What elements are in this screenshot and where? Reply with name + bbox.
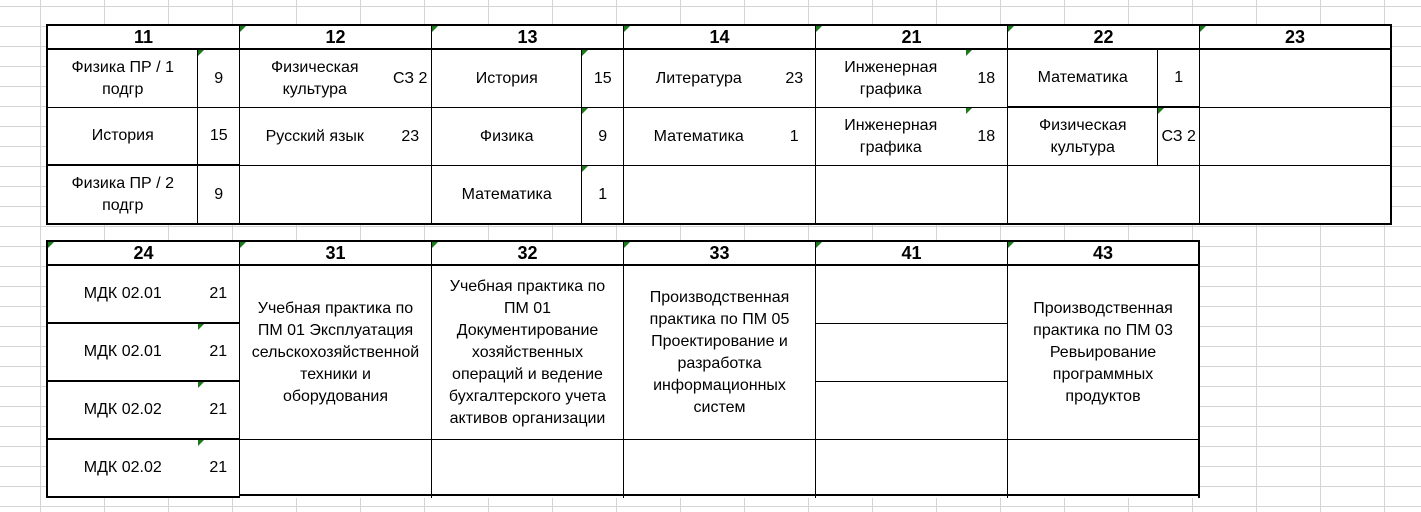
comment-marker-icon bbox=[624, 26, 630, 32]
practice-cell[interactable]: Учебная практика по ПМ 01 Документирование хозяйственных операций и ведение бухгалтерского учета активов организации bbox=[432, 266, 623, 440]
group-column-41 bbox=[816, 240, 1008, 498]
lesson-row[interactable] bbox=[48, 266, 239, 324]
empty-cell[interactable] bbox=[432, 440, 623, 496]
schedule-block-bottom bbox=[46, 240, 1200, 498]
subject-cell[interactable]: Физика ПР / 1 подгр bbox=[71, 58, 174, 98]
lesson-row[interactable] bbox=[48, 324, 239, 382]
comment-marker-icon bbox=[1008, 242, 1014, 248]
empty-cell[interactable] bbox=[624, 440, 815, 496]
lesson-row[interactable] bbox=[1200, 50, 1390, 108]
empty-cell[interactable] bbox=[816, 440, 1007, 496]
lesson-row[interactable] bbox=[816, 108, 1007, 166]
lesson-row[interactable] bbox=[48, 166, 239, 225]
subject-cell[interactable]: Инженерная графика bbox=[844, 58, 938, 98]
room-cell[interactable]: 18 bbox=[966, 50, 1008, 107]
comment-marker-icon bbox=[198, 440, 204, 446]
group-header[interactable]: 31 bbox=[240, 240, 431, 266]
subject-cell[interactable] bbox=[1200, 50, 1358, 107]
group-header[interactable]: 43 bbox=[1008, 240, 1198, 266]
room-cell[interactable]: СЗ 2 bbox=[1157, 108, 1199, 165]
subject-cell[interactable]: Физическая культура bbox=[1038, 116, 1127, 156]
lesson-row[interactable] bbox=[48, 50, 239, 108]
group-column-12 bbox=[240, 24, 432, 225]
subject-cell[interactable]: Математика bbox=[1037, 69, 1128, 86]
lesson-row[interactable] bbox=[432, 50, 623, 108]
group-header[interactable]: 14 bbox=[624, 24, 815, 50]
comment-marker-icon bbox=[966, 50, 972, 56]
group-column-43 bbox=[1008, 240, 1200, 498]
room-cell[interactable]: 21 bbox=[198, 382, 240, 438]
room-cell[interactable] bbox=[774, 166, 816, 223]
subject-cell[interactable] bbox=[240, 166, 390, 223]
subject-cell[interactable]: Физика ПР / 2 подгр bbox=[71, 174, 174, 214]
group-column-11 bbox=[46, 24, 240, 225]
group-header[interactable]: 13 bbox=[432, 24, 623, 50]
comment-marker-icon bbox=[198, 382, 204, 388]
subject-cell[interactable] bbox=[1200, 108, 1358, 165]
lesson-row[interactable] bbox=[624, 108, 815, 166]
group-column-33 bbox=[624, 240, 816, 498]
comment-marker-icon bbox=[582, 166, 588, 172]
empty-cell[interactable] bbox=[240, 440, 431, 496]
lesson-row[interactable] bbox=[1200, 166, 1390, 225]
comment-marker-icon bbox=[432, 242, 438, 248]
room-cell[interactable]: 9 bbox=[581, 108, 623, 165]
comment-marker-icon bbox=[48, 242, 54, 248]
empty-cell[interactable] bbox=[816, 382, 1007, 440]
practice-cell[interactable]: Производственная практика по ПМ 03 Ревьирование программных продуктов bbox=[1008, 266, 1198, 440]
subject-cell[interactable]: История bbox=[475, 69, 538, 87]
lesson-row[interactable] bbox=[240, 166, 431, 225]
comment-marker-icon bbox=[816, 242, 822, 248]
subject-cell[interactable]: МДК 02.02 bbox=[83, 401, 162, 418]
subject-cell[interactable]: История bbox=[91, 127, 154, 144]
room-cell[interactable]: 15 bbox=[581, 50, 623, 107]
subject-cell[interactable] bbox=[1200, 166, 1358, 223]
room-cell[interactable]: 1 bbox=[789, 127, 799, 145]
comment-marker-icon bbox=[240, 26, 246, 32]
practice-cell[interactable]: Производственная практика по ПМ 05 Проектирование и разработка информационных систем bbox=[624, 266, 815, 440]
lesson-row[interactable] bbox=[1200, 108, 1390, 166]
comment-marker-icon bbox=[240, 242, 246, 248]
comment-marker-icon bbox=[198, 50, 204, 56]
comment-marker-icon bbox=[1200, 26, 1206, 32]
group-column-22 bbox=[1008, 24, 1200, 225]
lesson-row[interactable] bbox=[48, 108, 239, 166]
room-cell[interactable]: 23 bbox=[785, 69, 804, 87]
group-header[interactable]: 21 bbox=[816, 24, 1007, 50]
empty-cell[interactable] bbox=[816, 266, 1007, 324]
comment-marker-icon bbox=[582, 108, 588, 114]
subject-cell[interactable]: Литература bbox=[655, 69, 742, 87]
room-cell[interactable] bbox=[966, 166, 1008, 223]
schedule-block-top bbox=[46, 24, 1392, 225]
group-column-31 bbox=[240, 240, 432, 498]
subject-cell[interactable]: Математика bbox=[653, 127, 744, 145]
room-cell[interactable]: 1 bbox=[1157, 50, 1199, 106]
lesson-row[interactable] bbox=[240, 108, 431, 166]
room-cell[interactable] bbox=[1158, 166, 1200, 223]
lesson-row[interactable] bbox=[1008, 50, 1199, 108]
group-column-24 bbox=[46, 240, 240, 498]
group-header[interactable]: 33 bbox=[624, 240, 815, 266]
subject-cell[interactable]: МДК 02.01 bbox=[83, 285, 162, 302]
group-header[interactable]: 23 bbox=[1200, 24, 1390, 50]
subject-cell[interactable] bbox=[1008, 166, 1158, 223]
room-cell[interactable]: 23 bbox=[401, 127, 420, 145]
room-cell[interactable]: 15 bbox=[197, 108, 239, 164]
practice-cell[interactable]: Учебная практика по ПМ 01 Эксплуатация сельскохозяйственной техники и оборудования bbox=[240, 266, 431, 440]
subject-cell[interactable]: МДК 02.01 bbox=[83, 343, 162, 360]
group-header[interactable]: 11 bbox=[48, 24, 239, 50]
comment-marker-icon bbox=[582, 50, 588, 56]
lesson-row[interactable] bbox=[48, 440, 239, 498]
empty-cell[interactable] bbox=[1008, 440, 1198, 496]
comment-marker-icon bbox=[1008, 26, 1014, 32]
group-column-32 bbox=[432, 240, 624, 498]
group-column-21 bbox=[816, 24, 1008, 225]
room-cell[interactable]: 21 bbox=[209, 285, 228, 302]
lesson-row[interactable] bbox=[1008, 166, 1199, 225]
comment-marker-icon bbox=[966, 108, 972, 114]
group-header[interactable]: 12 bbox=[240, 24, 431, 50]
comment-marker-icon bbox=[1158, 108, 1164, 114]
subject-cell[interactable]: Русский язык bbox=[265, 127, 364, 145]
group-column-23 bbox=[1200, 24, 1392, 225]
lesson-row[interactable] bbox=[624, 166, 815, 225]
lesson-row[interactable] bbox=[624, 50, 815, 108]
lesson-row[interactable] bbox=[48, 382, 239, 440]
group-header[interactable]: 22 bbox=[1008, 24, 1199, 50]
subject-cell[interactable]: Физика bbox=[479, 127, 534, 145]
subject-cell[interactable]: Физическая культура bbox=[270, 58, 359, 98]
lesson-row[interactable] bbox=[432, 166, 623, 225]
lesson-row[interactable] bbox=[240, 50, 431, 108]
comment-marker-icon bbox=[432, 26, 438, 32]
room-cell[interactable]: 9 bbox=[197, 50, 239, 107]
lesson-row[interactable] bbox=[432, 108, 623, 166]
subject-cell[interactable] bbox=[624, 166, 774, 223]
comment-marker-icon bbox=[624, 242, 630, 248]
room-cell[interactable]: 18 bbox=[966, 108, 1008, 165]
comment-marker-icon bbox=[198, 324, 204, 330]
room-cell[interactable]: СЗ 2 bbox=[393, 69, 428, 87]
group-header[interactable]: 41 bbox=[816, 240, 1007, 266]
subject-cell[interactable]: МДК 02.02 bbox=[83, 459, 162, 476]
subject-cell[interactable] bbox=[816, 166, 966, 223]
comment-marker-icon bbox=[816, 26, 822, 32]
room-cell[interactable]: 9 bbox=[197, 166, 239, 223]
room-cell[interactable]: 21 bbox=[198, 440, 240, 496]
room-cell[interactable] bbox=[390, 166, 432, 223]
empty-cell[interactable] bbox=[816, 324, 1007, 382]
subject-cell[interactable]: Инженерная графика bbox=[844, 116, 938, 156]
group-column-14 bbox=[624, 24, 816, 225]
group-column-13 bbox=[432, 24, 624, 225]
room-cell[interactable]: 1 bbox=[581, 166, 623, 223]
room-cell[interactable]: 21 bbox=[198, 324, 240, 380]
lesson-row[interactable] bbox=[816, 166, 1007, 225]
subject-cell[interactable]: Математика bbox=[461, 185, 552, 203]
group-header[interactable]: 32 bbox=[432, 240, 623, 266]
group-header[interactable]: 24 bbox=[48, 240, 239, 266]
lesson-row[interactable] bbox=[1008, 108, 1199, 166]
lesson-row[interactable] bbox=[816, 50, 1007, 108]
